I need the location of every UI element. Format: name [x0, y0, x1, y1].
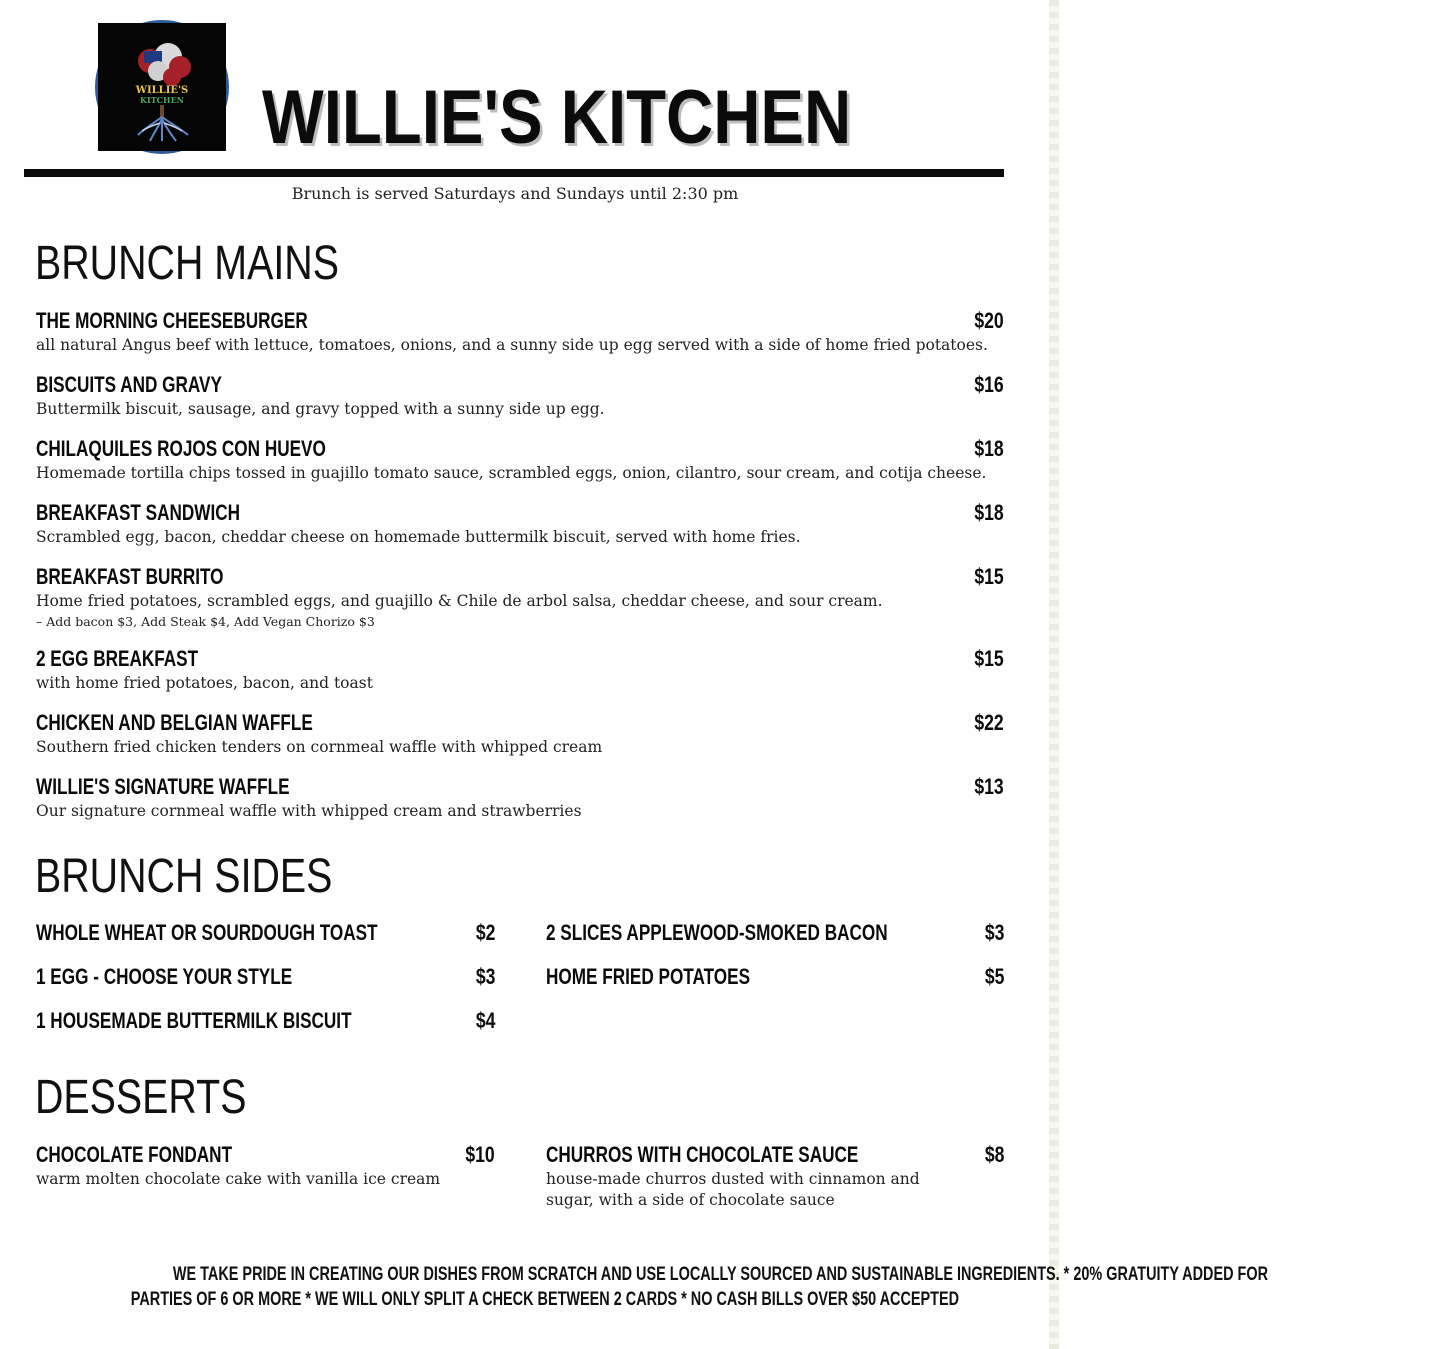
- item-name: WHOLE WHEAT OR SOURDOUGH TOAST: [36, 920, 378, 945]
- tree-flag-logo-icon: [98, 23, 226, 151]
- item-name: CHOCOLATE FONDANT: [36, 1142, 233, 1167]
- item-name: 2 SLICES APPLEWOOD-SMOKED BACON: [546, 920, 888, 945]
- item-name: 1 HOUSEMADE BUTTERMILK BISCUIT: [36, 1008, 352, 1033]
- item-price: $15: [974, 646, 1004, 671]
- footer-line-2: PARTIES OF 6 OR MORE * WE WILL ONLY SPLIT A CHECK BETWEEN 2 CARDS * NO CASH BILLS OVER $50 ACCEPTED: [130, 1289, 960, 1310]
- item-price: $3: [984, 920, 1004, 945]
- item-name: WILLIE'S SIGNATURE WAFFLE: [36, 774, 290, 799]
- item-description: house-made churros dusted with cinnamon and sugar, with a side of chocolate sauce: [546, 1170, 920, 1209]
- item-price: $5: [984, 964, 1004, 989]
- item-description: Our signature cornmeal waffle with whipped cream and strawberries: [36, 802, 582, 820]
- item-description: Southern fried chicken tenders on cornmeal waffle with whipped cream: [36, 738, 603, 756]
- item-description: with home fried potatoes, bacon, and toast: [36, 674, 373, 692]
- item-price: $18: [974, 500, 1004, 525]
- item-description: all natural Angus beef with lettuce, tomatoes, onions, and a sunny side up egg served with a side of home fried potatoes.: [36, 336, 988, 354]
- item-description: Home fried potatoes, scrambled eggs, and guajillo & Chile de arbol salsa, cheddar cheese, and sour cream.: [36, 592, 883, 610]
- item-price: $13: [974, 774, 1004, 799]
- item-addons: – Add bacon $3, Add Steak $4, Add Vegan Chorizo $3: [36, 614, 375, 629]
- restaurant-logo: [95, 20, 229, 154]
- item-price: $10: [465, 1142, 495, 1167]
- item-price: $3: [475, 964, 495, 989]
- item-name: CHICKEN AND BELGIAN WAFFLE: [36, 710, 313, 735]
- item-name: 2 EGG BREAKFAST: [36, 646, 199, 671]
- section-title-brunch-sides: BRUNCH SIDES: [35, 850, 333, 903]
- item-name: 1 EGG - CHOOSE YOUR STYLE: [36, 964, 293, 989]
- item-name: HOME FRIED POTATOES: [546, 964, 751, 989]
- item-price: $2: [475, 920, 495, 945]
- item-name: BISCUITS AND GRAVY: [36, 372, 222, 397]
- policy-footer: [0, 1262, 1269, 1312]
- page-edge-texture: [1049, 0, 1059, 1349]
- item-price: $18: [974, 436, 1004, 461]
- item-name: CHURROS WITH CHOCOLATE SAUCE: [546, 1142, 859, 1167]
- item-name: THE MORNING CHEESEBURGER: [36, 308, 308, 333]
- item-name: BREAKFAST BURRITO: [36, 564, 224, 589]
- restaurant-title: WILLIE'S KITCHEN: [262, 75, 852, 160]
- item-price: $20: [974, 308, 1004, 333]
- header-divider: [24, 169, 1004, 177]
- item-price: $16: [974, 372, 1004, 397]
- item-description: Scrambled egg, bacon, cheddar cheese on homemade buttermilk biscuit, served with home fries.: [36, 528, 801, 546]
- item-name: BREAKFAST SANDWICH: [36, 500, 241, 525]
- footer-line-1: WE TAKE PRIDE IN CREATING OUR DISHES FROM SCRATCH AND USE LOCALLY SOURCED AND SUSTAINABLE INGREDIENTS. * 20% GRATUITY ADDED FOR: [172, 1264, 1269, 1285]
- item-description: Buttermilk biscuit, sausage, and gravy topped with a sunny side up egg.: [36, 400, 605, 418]
- item-description: Homemade tortilla chips tossed in guajillo tomato sauce, scrambled eggs, onion, cilantro, sour cream, and cotija cheese.: [36, 464, 987, 482]
- svg-text:WILLIE'S: WILLIE'S: [135, 85, 189, 96]
- item-name: CHILAQUILES ROJOS CON HUEVO: [36, 436, 326, 461]
- section-title-desserts: DESSERTS: [35, 1071, 247, 1124]
- svg-text:KITCHEN: KITCHEN: [140, 95, 184, 105]
- item-price: $8: [984, 1142, 1004, 1167]
- brunch-hours-note: Brunch is served Saturdays and Sundays until 2:30 pm: [291, 184, 739, 203]
- item-price: $4: [475, 1008, 495, 1033]
- item-description: warm molten chocolate cake with vanilla ice cream: [36, 1170, 441, 1188]
- item-price: $15: [974, 564, 1004, 589]
- item-price: $22: [974, 710, 1004, 735]
- section-title-brunch-mains: BRUNCH MAINS: [35, 237, 339, 290]
